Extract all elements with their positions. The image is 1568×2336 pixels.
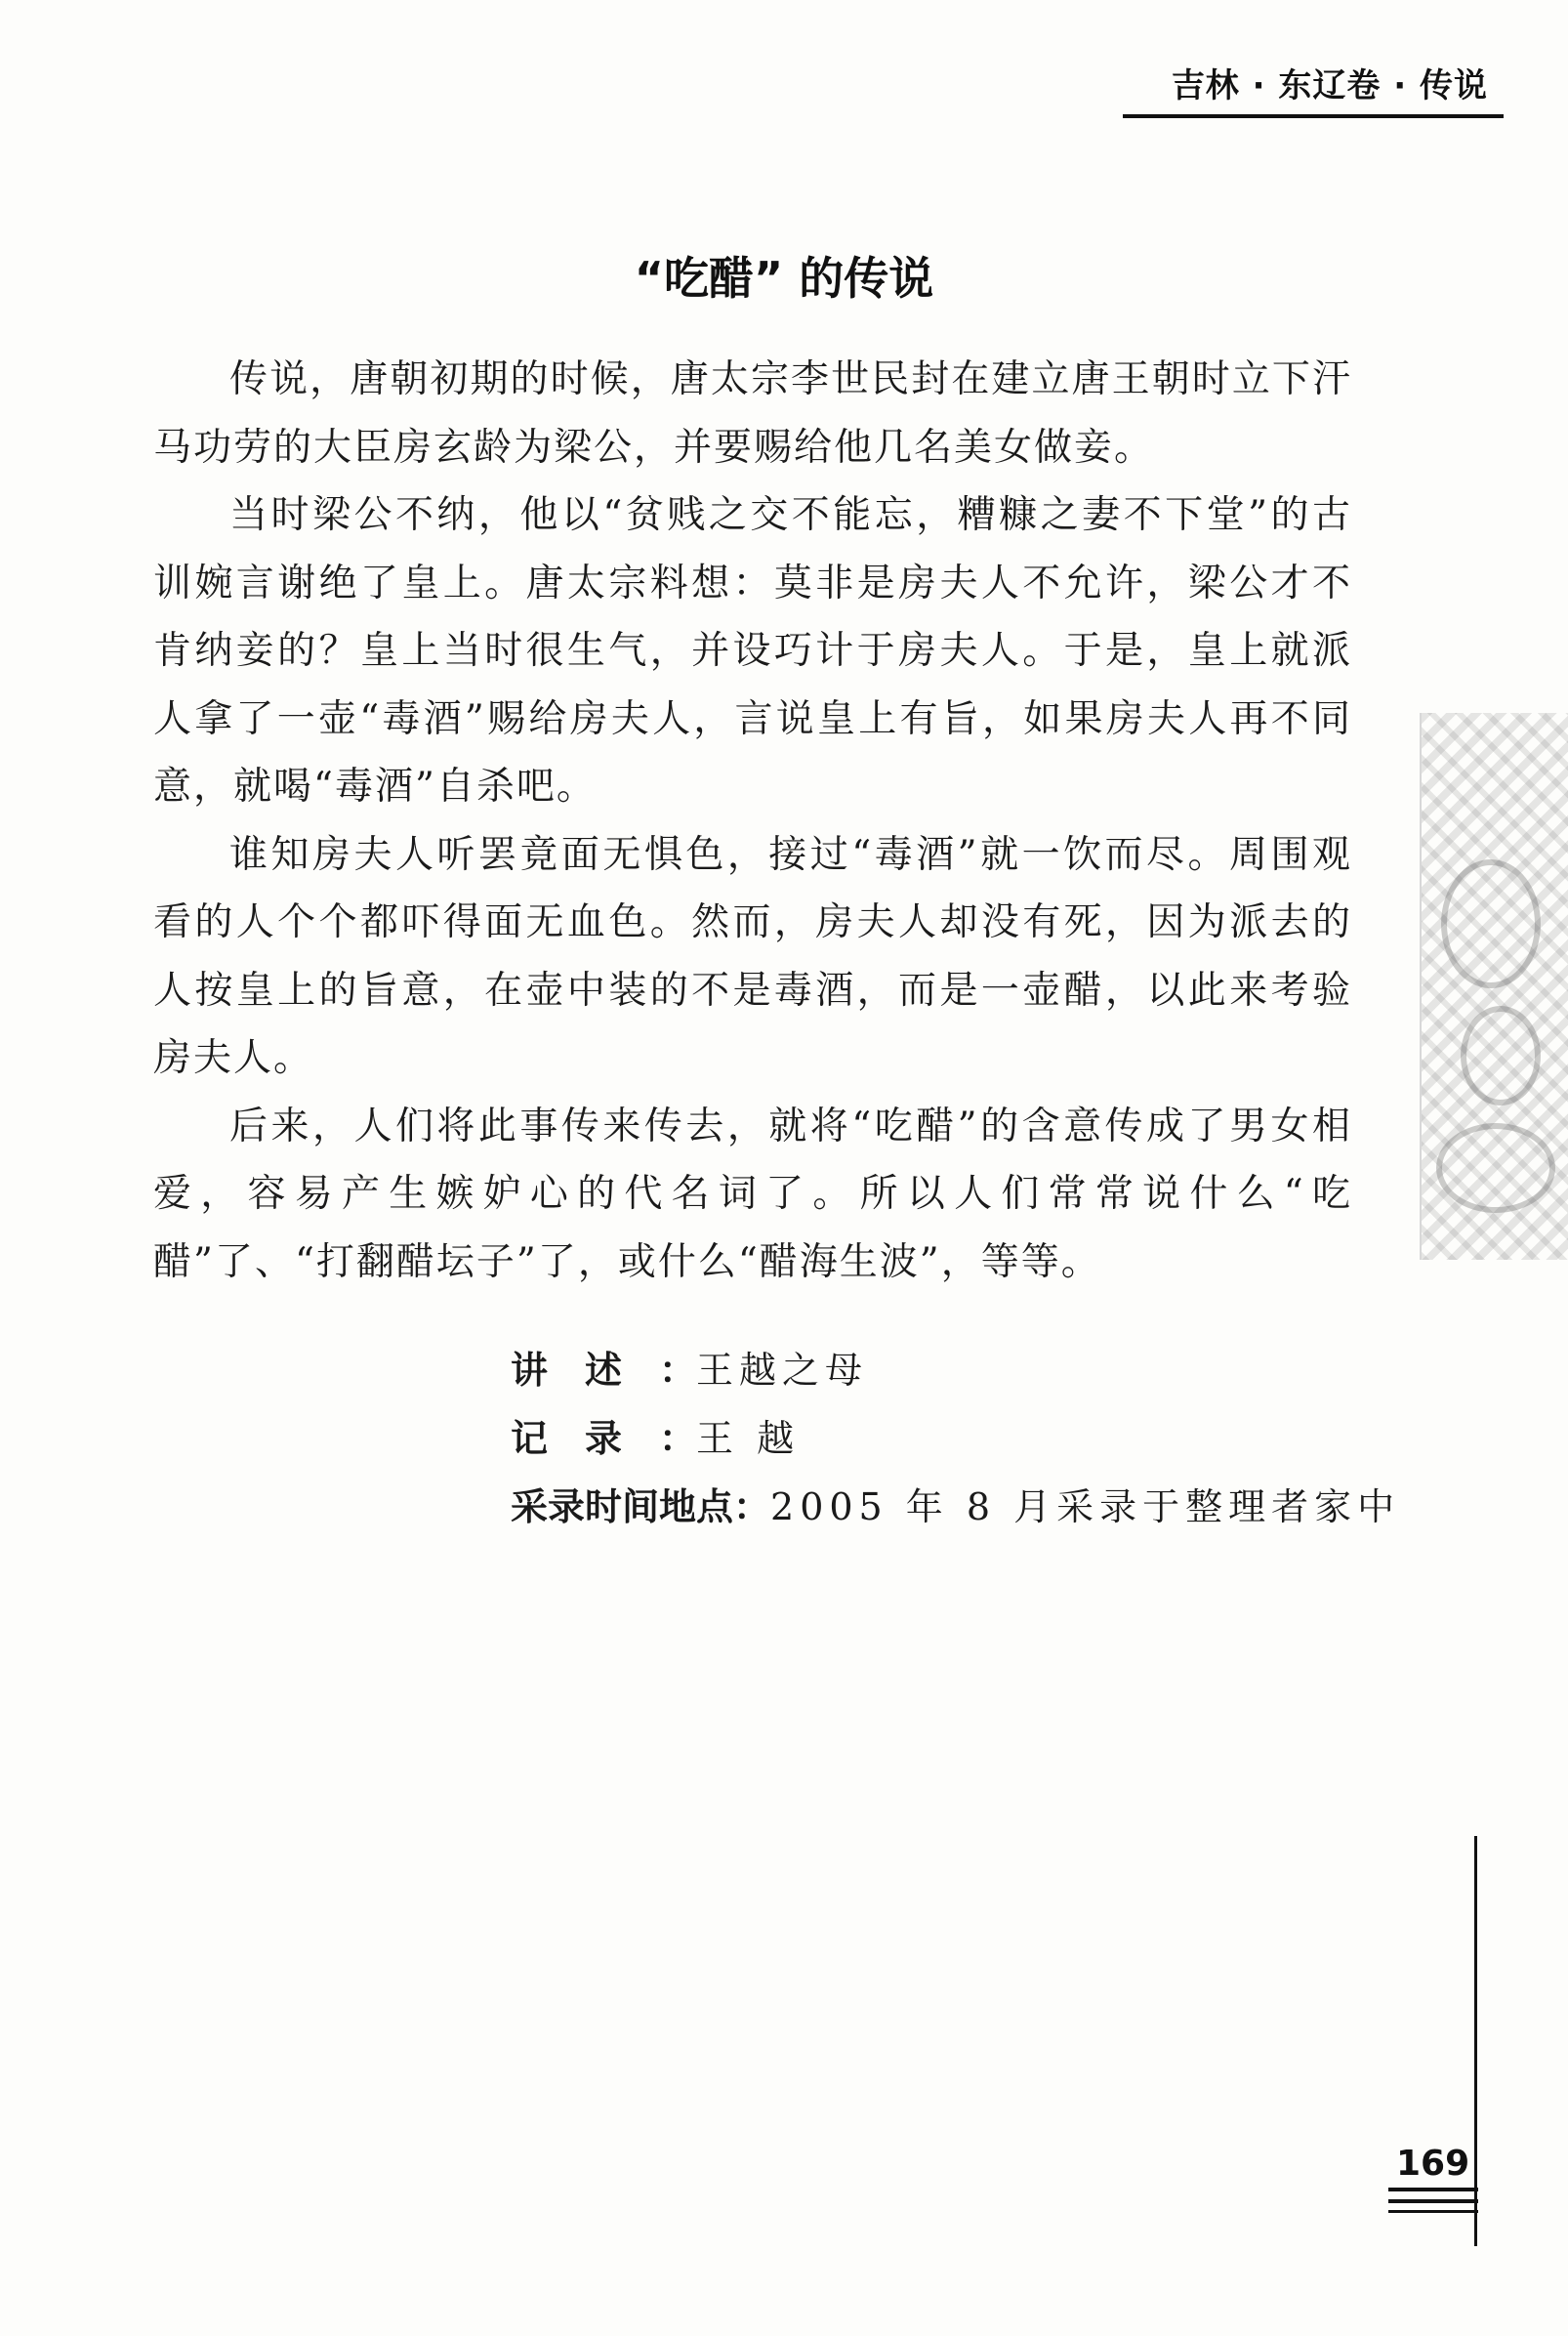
narrator-value: 王越之母 xyxy=(696,1349,869,1392)
side-tab-ornament xyxy=(1461,1006,1541,1105)
article-body xyxy=(153,346,1352,1296)
page-number-rule xyxy=(1388,2210,1478,2213)
header-rule xyxy=(1123,114,1504,118)
paragraph-3: 谁知房夫人听罢竟面无惧色，接过“毒酒”就一饮而尽。周围观看的人个个都吓得面无血色。然而，房夫人却没有死，因为派去的人按皇上的旨意，在壶中装的不是毒酒，而是一壶醋，以此来考验房夫人。 xyxy=(153,832,1352,1080)
side-tab-ornament xyxy=(1441,859,1541,988)
decorative-side-tab xyxy=(1420,713,1568,1260)
narrator-row xyxy=(511,1336,1400,1404)
attribution-block xyxy=(511,1336,1400,1541)
article-title: “吃醋” 的传说 xyxy=(634,251,934,305)
narrator-label: 讲述： xyxy=(511,1349,696,1392)
page-number-rule xyxy=(1388,2188,1478,2191)
paragraph-2: 当时梁公不纳，他以“贫贱之交不能忘，糟糠之妻不下堂”的古训婉言谢绝了皇上。唐太宗料想：莫非是房夫人不允许，梁公才不肯纳妾的？皇上当时很生气，并设巧计于房夫人。于是，皇上就派人拿了一壶“毒酒”赐给房夫人，言说皇上有旨，如果房夫人再不同意，就喝“毒酒”自杀吧。 xyxy=(153,493,1352,809)
paragraph-1: 传说，唐朝初期的时候，唐太宗李世民封在建立唐王朝时立下汗马功劳的大臣房玄龄为梁公，并要赐给他几名美女做妾。 xyxy=(153,357,1352,470)
time-place-row xyxy=(511,1473,1400,1541)
page-number: 169 xyxy=(1396,2144,1470,2184)
page-number-rule xyxy=(1388,2199,1478,2203)
time-place-value: 2005 年 8 月采录于整理者家中 xyxy=(770,1485,1401,1528)
time-place-label: 采录时间地点： xyxy=(511,1485,771,1528)
recorder-value: 王 越 xyxy=(696,1417,801,1460)
paragraph-4: 后来，人们将此事传来传去，就将“吃醋”的含意传成了男女相爱，容易产生嫉妒心的代名词了。所以人们常常说什么“吃醋”了、“打翻醋坛子”了，或什么“醋海生波”，等等。 xyxy=(153,1104,1352,1284)
side-tab-ornament xyxy=(1436,1123,1555,1213)
recorder-row xyxy=(511,1404,1400,1473)
running-header: 吉林 · 东辽卷 · 传说 xyxy=(1171,66,1488,105)
recorder-label: 记录： xyxy=(511,1417,696,1460)
margin-vertical-rule xyxy=(1474,1836,1477,2246)
